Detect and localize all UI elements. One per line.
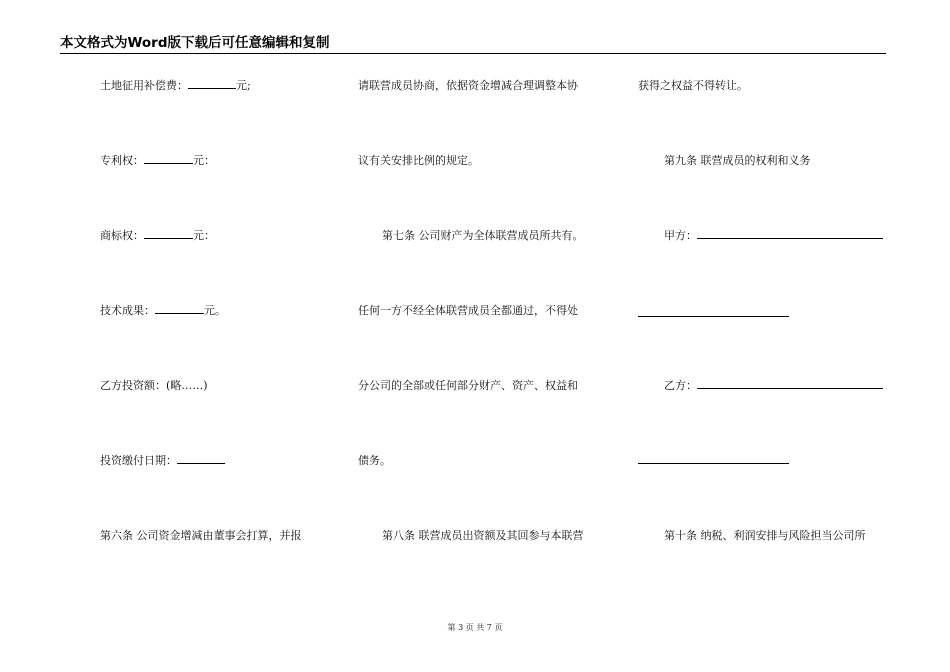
partyb-blank xyxy=(697,379,883,389)
partya-line xyxy=(664,229,883,243)
partyb-investment-line: 乙方投资额：(略……) xyxy=(100,379,208,392)
trademark-label: 商标权： xyxy=(100,229,144,242)
article-6-line: 第六条 公司资金增减由董事会打算，并报 xyxy=(100,529,302,542)
payment-date-label: 投资缴付日期： xyxy=(100,454,177,467)
column2-line-5: 分公司的全部或任何部分财产、资产、权益和 xyxy=(358,379,578,392)
tech-results-blank xyxy=(155,304,204,314)
patent-suffix: 元： xyxy=(193,154,215,167)
column2-line-6: 债务。 xyxy=(358,454,391,467)
tech-results-line xyxy=(100,304,226,318)
column-left xyxy=(100,0,340,672)
land-compensation-suffix: 元; xyxy=(236,79,251,92)
column2-line-4: 任何一方不经全体联营成员全都通过，不得处 xyxy=(358,304,578,317)
tech-results-label: 技术成果： xyxy=(100,304,155,317)
patent-blank xyxy=(144,154,193,164)
patent-line xyxy=(100,154,215,168)
trademark-suffix: 元： xyxy=(193,229,215,242)
payment-date-blank xyxy=(177,454,225,464)
column-middle xyxy=(358,0,603,672)
column-right xyxy=(638,0,888,672)
column2-line-1: 请联营成员协商，依据资金增减合理调整本协 xyxy=(358,79,578,92)
partyb-signature-rule xyxy=(638,463,789,464)
partya-signature-rule xyxy=(638,316,789,317)
trademark-blank xyxy=(144,229,193,239)
partya-blank xyxy=(697,229,883,239)
column3-line-1: 获得之权益不得转让。 xyxy=(638,79,748,92)
article-8-line: 第八条 联营成员出资额及其回参与本联营 xyxy=(382,529,584,542)
trademark-line xyxy=(100,229,215,243)
header-title: 本文格式为Word版下载后可任意编辑和复制 xyxy=(60,35,330,51)
article-9-line: 第九条 联营成员的权利和义务 xyxy=(664,154,811,167)
partyb-line xyxy=(664,379,883,393)
page-number: 第 3 页 共 7 页 xyxy=(447,623,503,632)
land-compensation-blank xyxy=(188,79,236,89)
partyb-label: 乙方： xyxy=(664,379,697,392)
column2-line-2: 议有关安排比例的规定。 xyxy=(358,154,479,167)
patent-label: 专利权： xyxy=(100,154,144,167)
article-10-line: 第十条 纳税、利润安排与风险担当公司所 xyxy=(664,529,866,542)
land-compensation-label: 土地征用补偿费： xyxy=(100,79,188,92)
partya-label: 甲方： xyxy=(664,229,697,242)
land-compensation-line xyxy=(100,79,251,93)
tech-results-suffix: 元。 xyxy=(204,304,226,317)
payment-date-line xyxy=(100,454,225,468)
article-7-line: 第七条 公司财产为全体联营成员所共有。 xyxy=(382,229,584,242)
